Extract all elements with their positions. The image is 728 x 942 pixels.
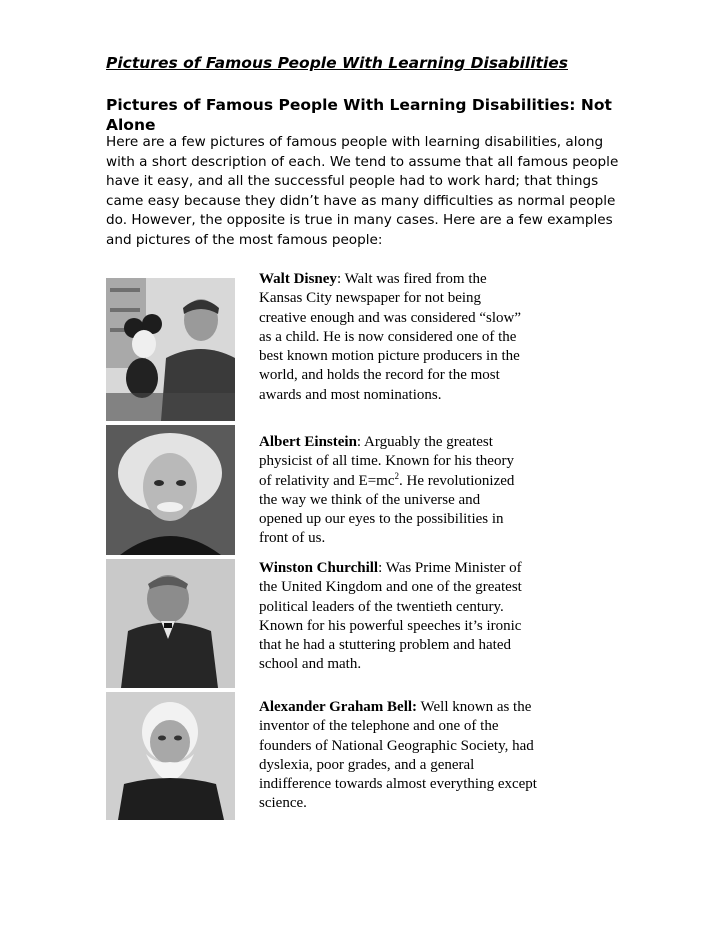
person-bio: Arguably the greatest physicist of all time. Known for his theory of relativity and E=mc [259,434,514,489]
document-title: Pictures of Famous People With Learning Disabilities [106,54,568,72]
person-bio: Walt was fired from the Kansas City newspaper for not being creative enough and was considered “slow” as a child. He is now considered one of the best known motion picture producers in the world, and holds the record for the most awards and most nominations. [259,271,521,403]
winston-churchill-description: Winston Churchill: Was Prime Minister of the United Kingdom and one of the greatest political leaders of the twentieth century. Known for his powerful speeches it’s ironic that he had a stuttering problem and hated school and math. [259,560,522,673]
alexander-graham-bell-description [259,698,539,814]
person-name: Winston Churchill [259,560,379,576]
person-bio: Was Prime Minister of the United Kingdom and one of the greatest political leaders of the twentieth century. Known for his powerful speeches it’s ironic that he had a stuttering problem and hated school and math. [259,560,522,673]
section-heading: Pictures of Famous People With Learning Disabilities: Not Alone [106,96,612,134]
alexander-graham-bell-photo [106,692,235,820]
albert-einstein-description: Albert Einstein: Arguably the greatest physicist of all time. Known for his theory of relativity and $E=mc^2$. He revolutionized the way we think of the universe and opened up our eyes to the possibilities in front of us. [259,434,515,547]
walt-disney-description: Walt Disney: Walt was fired from the Kansas City newspaper for not being creative enough and was considered “slow” as a child. He is now considered one of the best known motion picture producers in the world, and holds the record for the most awards and most nominations. [259,271,521,403]
person-name: Albert Einstein [259,434,357,450]
albert-einstein-photo [106,425,235,555]
person-name: Walt Disney [259,271,337,287]
winston-churchill-photo [106,559,235,688]
person-name: Alexander Graham Bell: [259,699,418,715]
intro-paragraph: Here are a few pictures of famous people with learning disabilities, along with a short description of each. We tend to assume that all famous people have it easy, and all the successful people had to work hard; that things came easy because they didn’t have as many difficulties as normal people do. However, the opposite is true in many cases. Here are a few examples and pictures of the most famous people: [106,134,619,248]
walt-disney-photo [106,278,235,421]
person-bio: Well known as the inventor of the telephone and one of the founders of National Geographic Society, had dyslexia, poor grades, and a general indifference towards almost everything except science. [259,699,537,812]
